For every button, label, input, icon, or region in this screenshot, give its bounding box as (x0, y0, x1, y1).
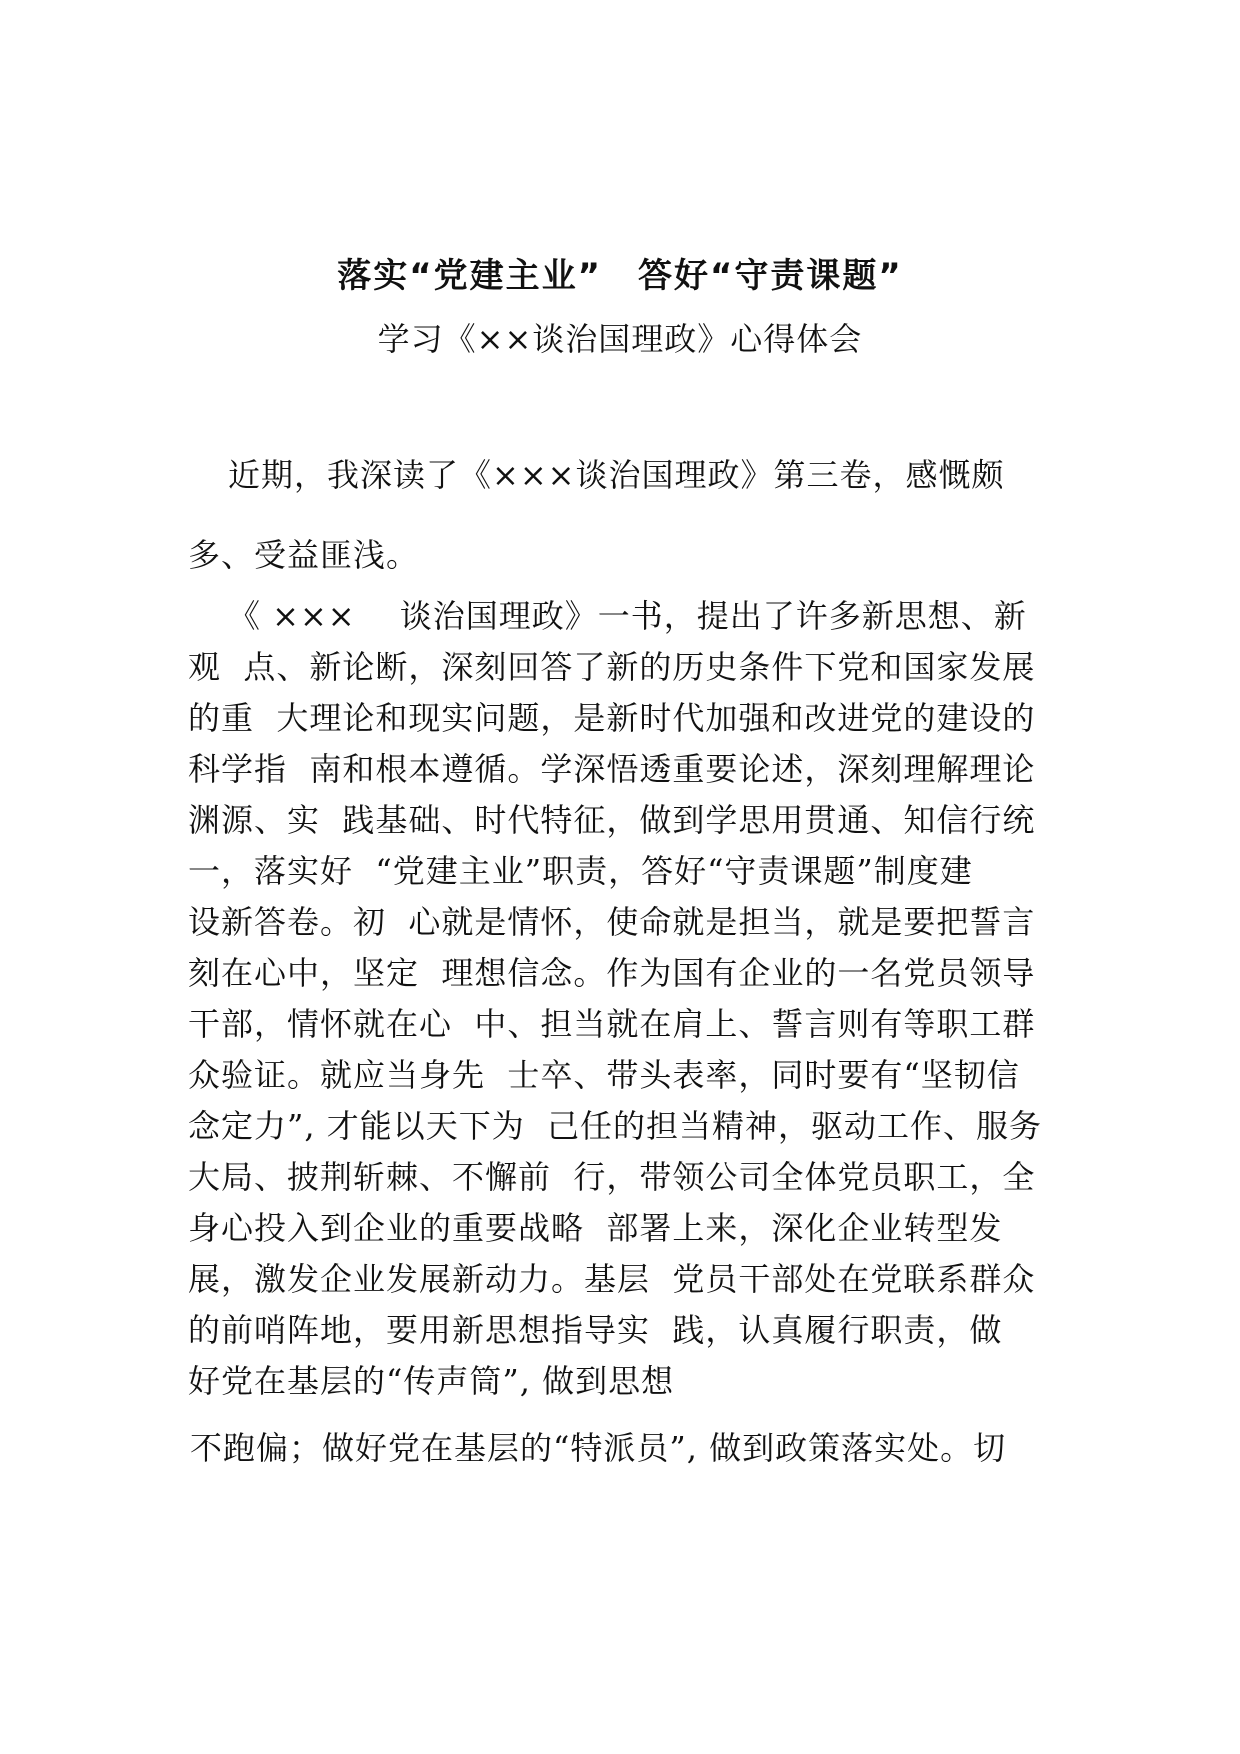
paragraph-2-line-4: 科学指 南和根本遵循。学深悟透重要论述，深刻理解理论 (188, 750, 1036, 788)
paragraph-2-line-13: 身心投入到企业的重要战略 部署上来，深化企业转型发 (188, 1209, 1003, 1247)
paragraph-2-line-15: 的前哨阵地，要用新思想指导实 践，认真履行职责，做 (188, 1311, 1003, 1349)
paragraph-2-line-9: 干部，情怀就在心 中、担当就在肩上、誓言则有等职工群 (188, 1005, 1036, 1043)
paragraph-2-line-6: 一，落实好 “党建主业”职责，答好“守责课题”制度建 (188, 852, 973, 890)
paragraph-2-line-11: 念定力”, 才能以天下为 己任的担当精神，驱动工作、服务 (188, 1107, 1043, 1145)
paragraph-2-line-12: 大局、披荆斩棘、不懈前 行，带领公司全体党员职工，全 (188, 1158, 1036, 1196)
paragraph-2-line-2: 观 点、新论断，深刻回答了新的历史条件下党和国家发展 (188, 648, 1036, 686)
paragraph-1-line-1: 近期，我深读了《×××谈治国理政》第三卷，感慨颇 (228, 456, 1005, 494)
paragraph-3-line-1: 不跑偏；做好党在基层的“特派员”, 做到政策落实处。切 (190, 1429, 1007, 1467)
paragraph-2-line-8: 刻在心中，坚定 理想信念。作为国有企业的一名党员领导 (188, 954, 1036, 992)
document-title: 落实“党建主业” 答好“守责课题” (337, 256, 903, 296)
document-subtitle: 学习《××谈治国理政》心得体会 (377, 320, 863, 358)
paragraph-2-line-14: 展，激发企业发展新动力。基层 党员干部处在党联系群众 (188, 1260, 1036, 1298)
paragraph-2-line-5: 渊源、实 践基础、时代特征，做到学思用贯通、知信行统 (188, 801, 1036, 839)
paragraph-2-line-10: 众验证。就应当身先 士卒、带头表率，同时要有“坚韧信 (188, 1056, 1020, 1094)
paragraph-2-line-3: 的重 大理论和现实问题，是新时代加强和改进党的建设的 (188, 699, 1036, 737)
paragraph-2-line-16: 好党在基层的“传声筒”, 做到思想 (188, 1362, 675, 1400)
paragraph-2-line-1: 《 ××× 谈治国理政》一书，提出了许多新思想、新 (228, 597, 1027, 635)
paragraph-1-line-2: 多、受益匪浅。 (188, 536, 420, 574)
paragraph-2-line-7: 设新答卷。初 心就是情怀，使命就是担当，就是要把誓言 (188, 903, 1036, 941)
